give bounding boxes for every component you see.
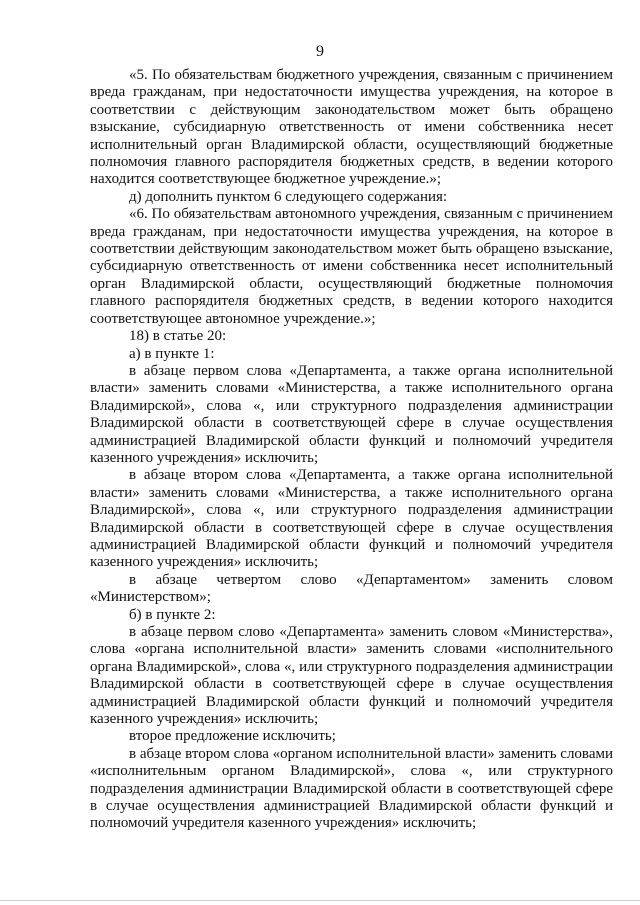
paragraph-item-d: д) дополнить пунктом 6 следующего содержания: xyxy=(129,188,448,205)
paragraph-a-first: в абзаце первом слова «Департамента, а также органа исполнительной власти» заменить словами «Министерства, а также исполнительного органа Владимирской», слова «, или структурного подразделения администрации Владимирской области в соответствующей сфере в случае осуществления администрацией Владимирской области функций и полномочий учредителя казенного учреждения» исключить; xyxy=(90,362,613,466)
paragraph-a-fourth: в абзаце четвертом слово «Департаментом» заменить словом «Министерством»; xyxy=(90,571,613,606)
paragraph-clause-6: «6. По обязательствам автономного учреждения, связанным с причинением вреда гражданам, при недостаточности имущества учреждения, на которое в соответствии действующим законодательством может быть обращено взыскание, субсидиарную ответственность от имени собственника несет исполнительный орган Владимирской области, осуществляющий бюджетные полномочия главного распорядителя бюджетных средств, в ведении которого находится соответствующее автономное учреждение.»; xyxy=(90,206,613,327)
page-bottom-edge xyxy=(0,900,640,901)
paragraph-b-first: в абзаце первом слово «Департамента» заменить словом «Министерства», слова «органа исполнительной власти» заменить словами «исполнительного органа Владимирской», слова «, или структурного подразделения администрации Владимирской области в соответствующей сфере в случае осуществления администрацией Владимирской области функций и полномочий учредителя казенного учреждения» исключить; xyxy=(90,624,613,728)
paragraph-item-b: б) в пункте 2: xyxy=(129,606,216,623)
paragraph-b-second: в абзаце втором слова «органом исполнительной власти» заменить словами «исполнительным органом Владимирской», слова «, или структурного подразделения администрации Владимирской области в соответствующей сфере в случае осуществления администрацией Владимирской области функций и полномочий учредителя казенного учреждения» исключить; xyxy=(90,745,613,832)
paragraph-item-a: а) в пункте 1: xyxy=(129,345,215,362)
document-body xyxy=(90,67,613,833)
paragraph-b-sentence: второе предложение исключить; xyxy=(129,728,336,745)
paragraph-clause-5: «5. По обязательствам бюджетного учреждения, связанным с причинением вреда гражданам, при недостаточности имущества учреждения, на которое в соответствии с действующим законодательством может быть обращено взыскание, субсидиарную ответственность от имени собственника несет исполнительный орган Владимирской области, осуществляющий бюджетные полномочия главного распорядителя бюджетных средств, в ведении которого находится соответствующее бюджетное учреждение.»; xyxy=(90,67,613,188)
paragraph-item-18: 18) в статье 20: xyxy=(129,328,227,345)
page-number: 9 xyxy=(316,43,324,60)
paragraph-a-second: в абзаце втором слова «Департамента, а также органа исполнительной власти» заменить словами «Министерства, а также исполнительного органа Владимирской», слова «, или структурного подразделения администрации Владимирской области в соответствующей сфере в случае осуществления администрацией Владимирской области функций и полномочий учредителя казенного учреждения» исключить; xyxy=(90,467,613,571)
